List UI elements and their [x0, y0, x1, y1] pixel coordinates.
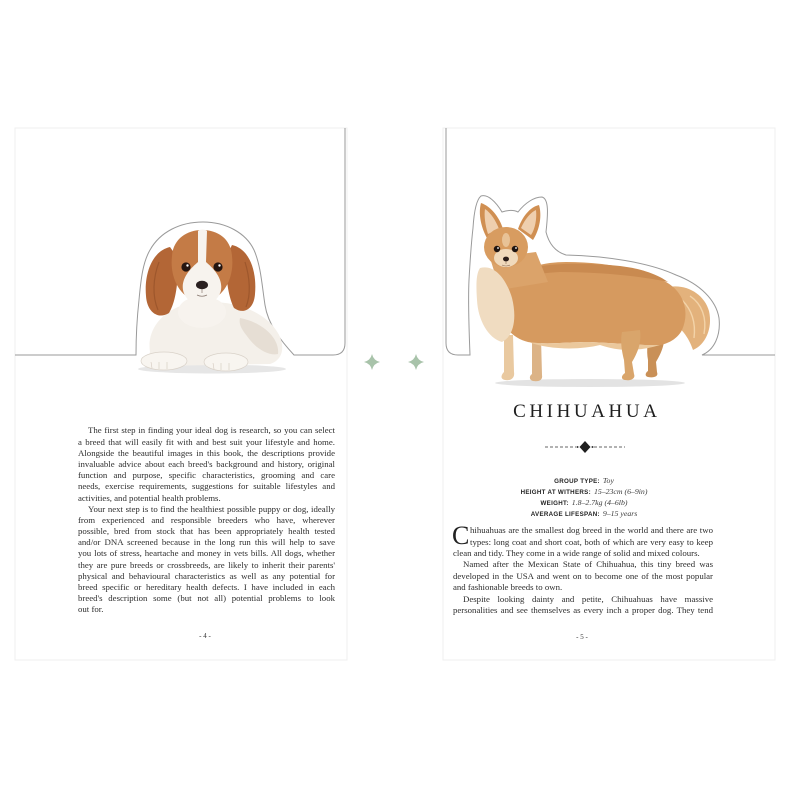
- body-text-line: physical and behavioural characteristics as well as any potential for: [78, 570, 335, 581]
- fact-label: AVERAGE LIFESPAN:: [530, 510, 600, 518]
- breed-facts: [484, 473, 684, 517]
- puppy-eye-right: [213, 262, 222, 271]
- body-text-line: needs, exercise requirements, suggestions for suitable lifestyles and: [78, 481, 335, 492]
- body-text-line: activities, and potential health problems.: [78, 492, 221, 503]
- body-text-line: personalities and see themselves as every inch a proper dog. They tend: [453, 605, 713, 616]
- fact-height: [484, 484, 684, 495]
- body-text-line: breed specific or hereditary health defects. I have included in each: [78, 582, 335, 593]
- chihuahua-eye-highlight: [497, 247, 499, 249]
- body-text-line: and fashionable breeds to own.: [453, 582, 563, 593]
- fact-value: 1.8–2.7kg (4–6lb): [571, 497, 628, 507]
- puppy-eye-highlight: [218, 264, 220, 266]
- fact-group-type: [484, 473, 684, 484]
- body-text-line: out for.: [78, 604, 104, 615]
- body-text-line: possible, bred from stock that has been appropriately health tested: [78, 526, 335, 537]
- body-text-line: invaluable advice about each breed's background and history, original: [78, 458, 335, 469]
- body-text-line: a breed that will easily fit with and best suit your lifestyle and home.: [78, 436, 335, 447]
- body-text-line: Despite looking dainty and petite, Chihuahuas have massive: [463, 593, 713, 604]
- fact-label: WEIGHT:: [540, 499, 569, 507]
- right-page-body-text: [452, 521, 713, 616]
- body-text-line: from experienced and responsible breeders who have, wherever: [78, 514, 335, 525]
- body-text-line: Your next step is to find the healthiest possible puppy or dog, ideally: [88, 503, 335, 514]
- chihuahua-nose: [503, 257, 509, 262]
- body-text-line: hihuahuas are the smallest dog breed in the world and there are two: [470, 525, 713, 536]
- body-text-line: you lots of stress, heartache and money in vets bills. All dogs, whether: [78, 548, 335, 559]
- fact-value: 9–15 years: [602, 508, 638, 518]
- page-number-left: - 4 -: [199, 632, 211, 640]
- body-text-line: they are pure breeds or crossbreeds, are likely to inherit their parents': [78, 559, 335, 570]
- fact-lifespan: [484, 506, 684, 517]
- fact-label: GROUP TYPE:: [554, 477, 600, 485]
- body-text-line: function and purpose, specific characteristics, grooming and care: [78, 470, 335, 481]
- body-text-line: The first step in finding your ideal dog is research, so you can select: [88, 425, 335, 436]
- puppy-nose: [196, 281, 208, 289]
- fact-label: HEIGHT AT WITHERS:: [520, 488, 591, 496]
- body-text-line: clean and tidy. They come in a wide range of solid and mixed colours.: [453, 548, 700, 559]
- chihuahua-eye-left: [494, 246, 500, 252]
- fact-weight: [484, 495, 684, 506]
- chihuahua-shadow: [495, 379, 685, 387]
- left-page-body-text: [78, 425, 335, 615]
- page-number-right: - 5 -: [576, 633, 588, 641]
- star-ornament-right: [408, 354, 424, 370]
- chihuahua-blaze: [502, 233, 510, 247]
- chihuahua-eye-right: [512, 246, 518, 252]
- puppy-eye-highlight: [186, 264, 188, 266]
- body-text-line: developed in the USA and went on to become one of the most popular: [453, 570, 713, 581]
- fact-value: Toy: [602, 475, 614, 485]
- breed-title: CHIHUAHUA: [513, 401, 661, 422]
- body-text-line: Alongside the beautiful images in this book, the descriptions provide: [78, 447, 335, 458]
- puppy-paw-right: [204, 353, 248, 371]
- body-text-line: and/or DNA screened because in the long run this will help to save: [78, 537, 335, 548]
- fact-value: 15–23cm (6–9in): [593, 486, 648, 496]
- puppy-paw-left: [141, 352, 187, 370]
- body-text-line: breed's description some (but not all) potential problems to look: [78, 593, 335, 604]
- star-ornament-left: [364, 354, 380, 370]
- body-text-line: types: long coat and short coat, both of which are very easy to keep: [470, 536, 713, 547]
- drop-cap: C: [452, 521, 470, 550]
- puppy-eye-left: [181, 262, 190, 271]
- chihuahua-eye-highlight: [515, 247, 517, 249]
- body-text-line: Named after the Mexican State of Chihuahua, this tiny breed was: [463, 559, 713, 570]
